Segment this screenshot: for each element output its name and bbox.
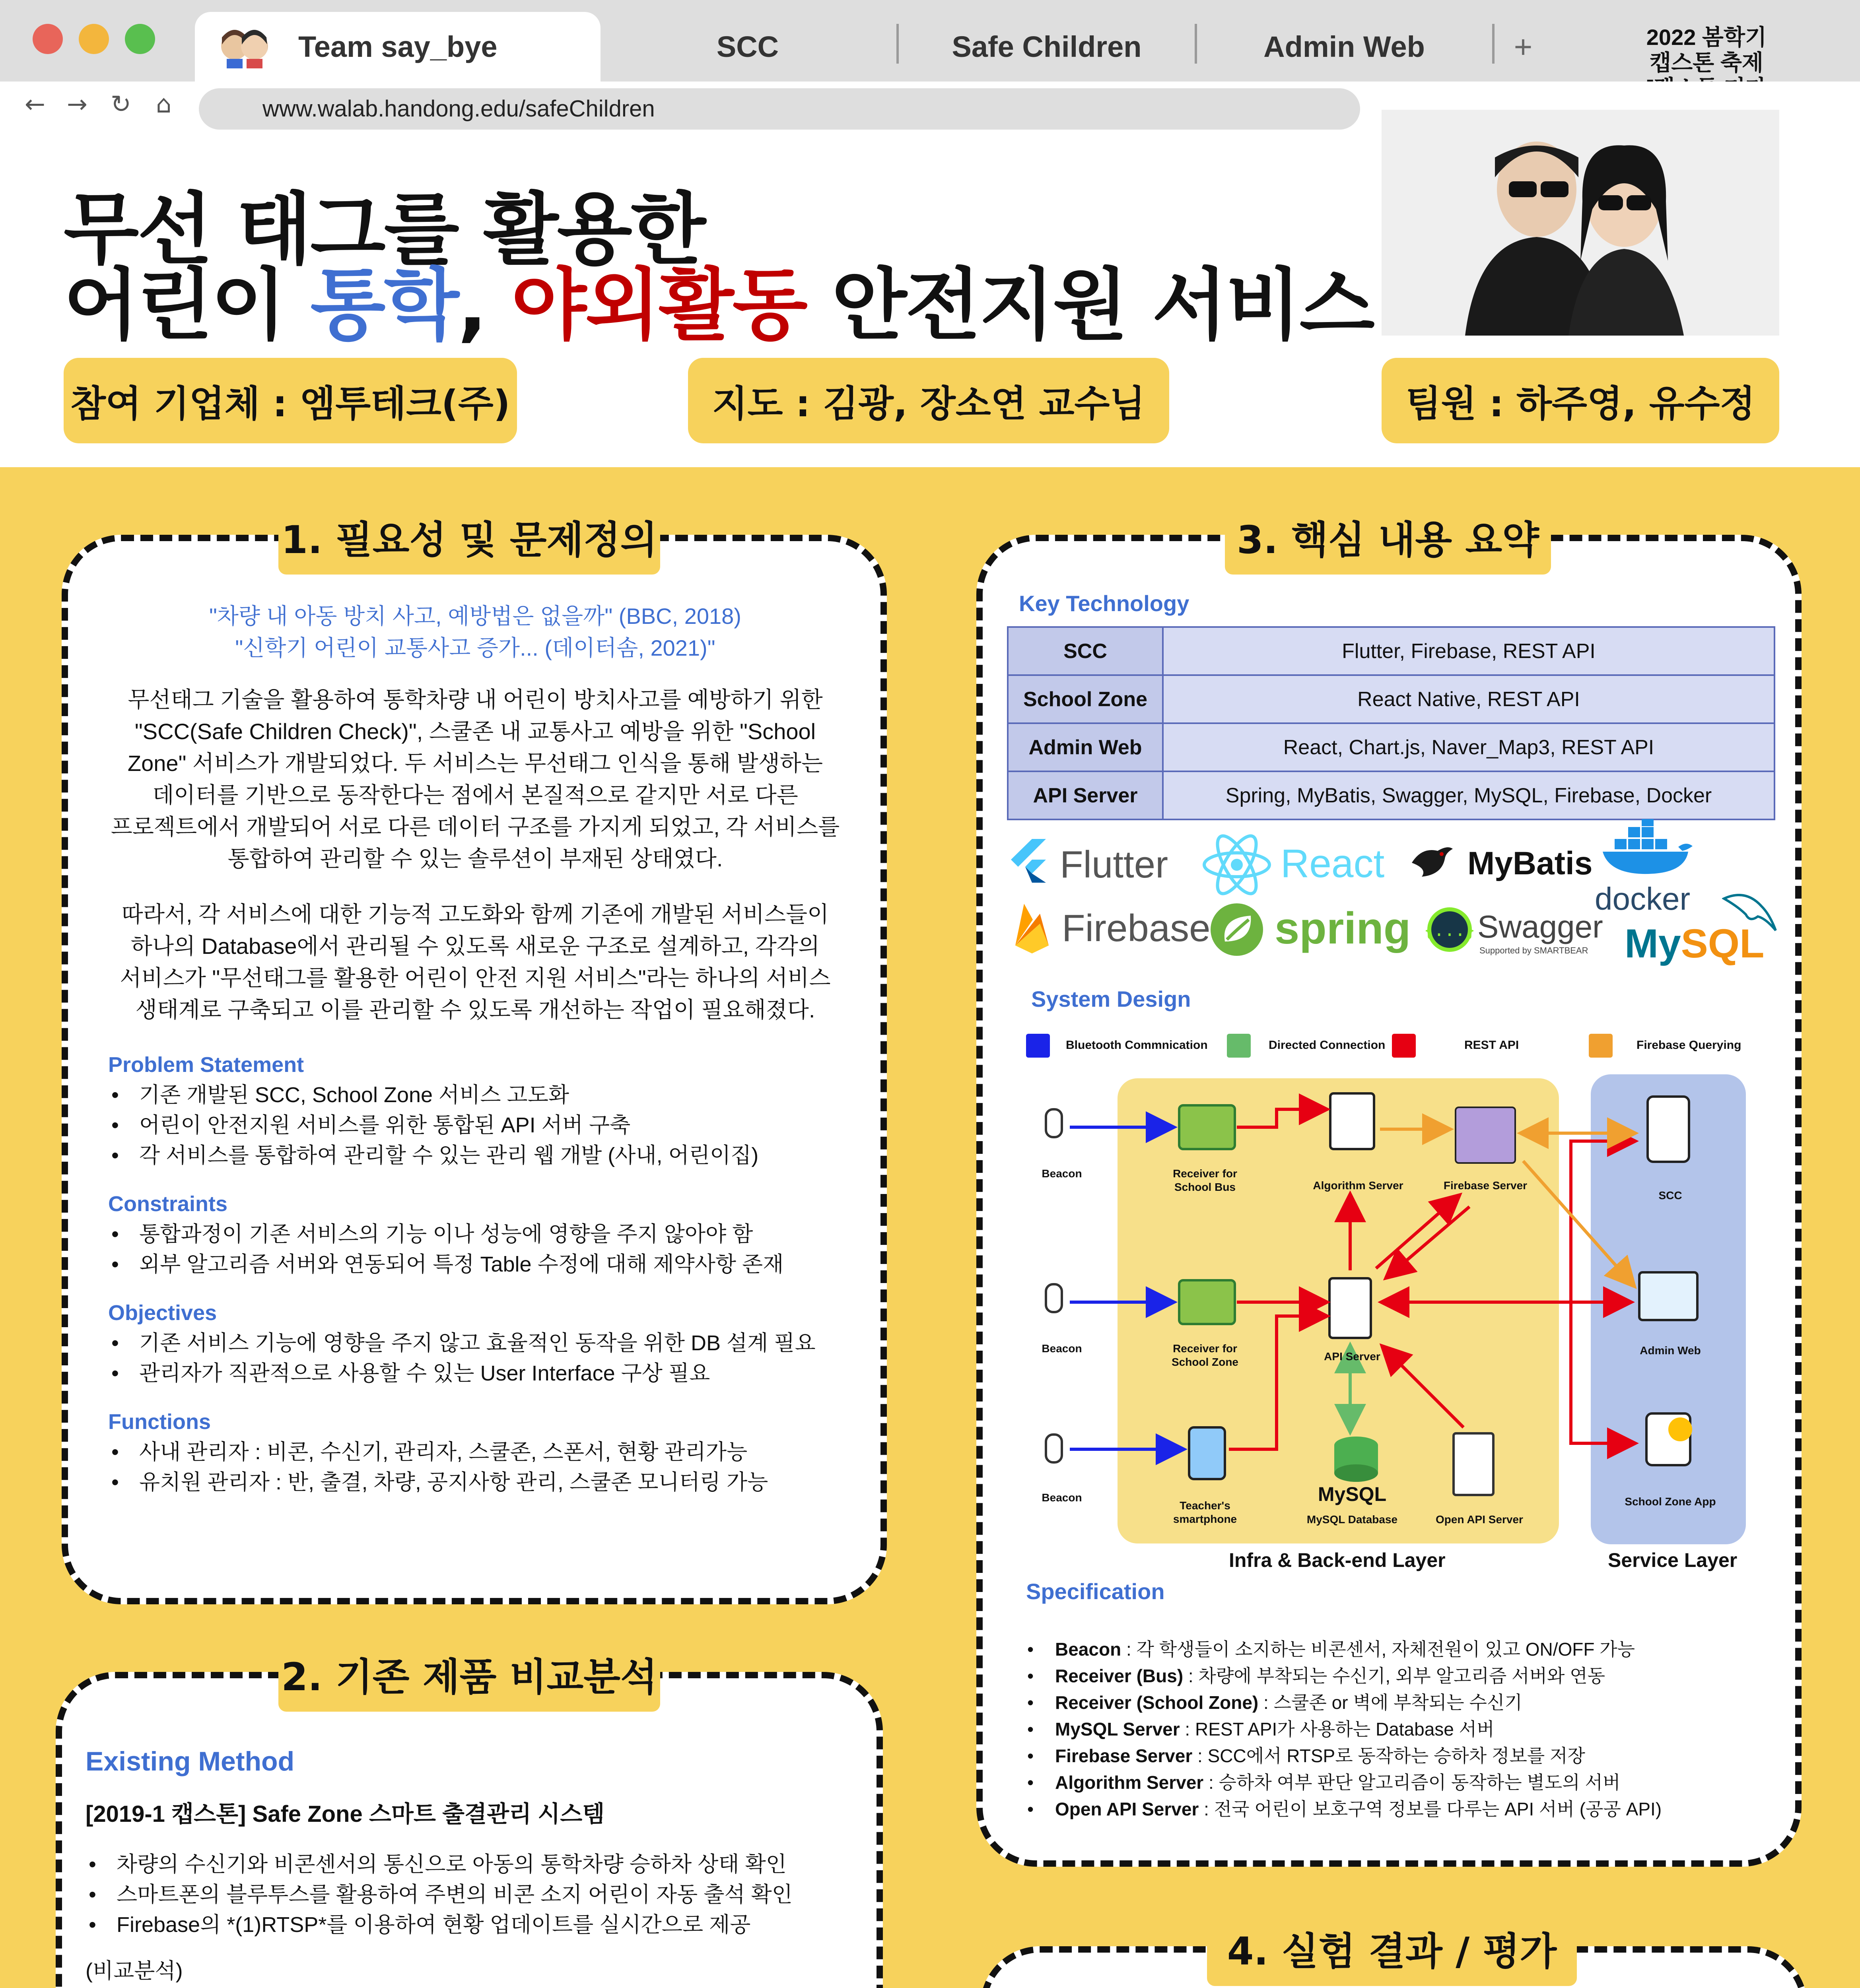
table-cell-value: React, Chart.js, Naver_Map3, REST API xyxy=(1163,723,1774,771)
table-row xyxy=(1008,675,1774,723)
svg-text:{...}: {...} xyxy=(1426,920,1473,940)
flutter-logo-icon xyxy=(1010,839,1046,884)
specification-list xyxy=(1024,1636,1780,1823)
legend-label: Firebase Querying xyxy=(1636,1039,1741,1052)
project-2019-list xyxy=(86,1849,865,1940)
tab-label: Safe Children xyxy=(952,30,1142,63)
node-label-beacon: Beacon xyxy=(1042,1342,1082,1355)
node-label-api-server: API Server xyxy=(1324,1350,1380,1363)
infra-layer-label: Infra & Back-end Layer xyxy=(1229,1549,1446,1571)
docker-whale-icon xyxy=(1599,819,1694,876)
members-pill: 팀원 : 하주영, 유수정 xyxy=(1382,358,1779,443)
title-text: , xyxy=(457,260,511,351)
table-cell-value: Spring, MyBatis, Swagger, MySQL, Firebase, Docker xyxy=(1163,771,1774,819)
list-item: • 차량의 수신기와 비콘센서의 통신으로 아동의 통학차량 승하차 상태 확인 xyxy=(86,1849,865,1879)
node-label-mysql-logo: MySQL xyxy=(1318,1483,1387,1505)
node-label-mysql-database: MySQL Database xyxy=(1306,1513,1398,1526)
minimize-window-dot[interactable] xyxy=(79,24,109,54)
reload-icon[interactable]: ↻ xyxy=(111,89,131,118)
spring-logo-text: spring xyxy=(1275,903,1411,953)
list-item: • 어린이 안전지원 서비스를 위한 통합된 API 서버 구축 xyxy=(108,1110,864,1140)
table-row xyxy=(1008,627,1774,675)
intro-paragraph-1 xyxy=(93,684,857,875)
new-tab-button[interactable] xyxy=(1499,12,1547,82)
node-label-open-api-server: Open API Server xyxy=(1436,1513,1523,1526)
list-item xyxy=(1024,1769,1780,1796)
legend-label: Bluetooth Commnication xyxy=(1066,1039,1208,1052)
title-text: 안전지원 서비스 xyxy=(806,260,1373,351)
para-line: 따라서, 각 서비스에 대한 기능적 고도화와 함께 기존에 개발된 서비스들이 xyxy=(121,902,829,927)
react-logo-icon xyxy=(1201,833,1273,898)
quote-line: "차량 내 아동 방치 사고, 예방법은 없을까" (BBC, 2018) xyxy=(209,604,741,629)
tab-admin-web[interactable] xyxy=(1197,12,1491,82)
list-item xyxy=(86,1986,865,1988)
spec-term: Receiver (Bus) xyxy=(1055,1666,1184,1686)
objectives-heading: Objectives xyxy=(108,1301,217,1325)
title-line-2 xyxy=(64,243,1373,355)
legend-swatch-directed xyxy=(1227,1034,1251,1058)
tab-label: Admin Web xyxy=(1263,30,1425,63)
spec-term: Open API Server xyxy=(1055,1799,1199,1819)
maximize-window-dot[interactable] xyxy=(125,24,155,54)
problem-statement-list xyxy=(108,1080,864,1171)
node-label-firebase-server: Firebase Server xyxy=(1443,1179,1528,1192)
tab-scc[interactable] xyxy=(620,12,875,82)
list-item xyxy=(1024,1636,1780,1663)
para-line: 프로젝트에서 개발되어 서로 다른 데이터 구조를 가지게 되었고, 각 서비스를 xyxy=(111,814,840,839)
team-avatar-icon xyxy=(219,25,270,69)
back-arrow-icon[interactable]: ← xyxy=(25,89,45,118)
tab-label: SCC xyxy=(716,30,779,63)
list-item xyxy=(1024,1663,1780,1689)
list-item: • Firebase의 *(1)RTSP*를 이용하여 현황 업데이트를 실시간으로 제공 xyxy=(86,1910,865,1940)
node-label-teacher-phone: Teacher's smartphone xyxy=(1173,1499,1237,1525)
section-4-title: 4. 실험 결과 / 평가 xyxy=(1207,1910,1577,1986)
node-label-beacon: Beacon xyxy=(1042,1167,1082,1180)
section-3-title: 3. 핵심 내용 요약 xyxy=(1225,499,1551,575)
swagger-logo-subtext: Supported by SMARTBEAR xyxy=(1479,945,1588,955)
para-line: "SCC(Safe Children Check)", 스쿨존 내 교통사고 예방을 위한 "School xyxy=(134,719,816,744)
table-cell-key: SCC xyxy=(1008,627,1163,675)
para-line: 통합하여 관리할 수 있는 솔루션이 부재된 상태였다. xyxy=(227,846,723,871)
close-window-dot[interactable] xyxy=(33,24,63,54)
table-cell-value: React Native, REST API xyxy=(1163,675,1774,723)
existing-method-block xyxy=(86,1743,865,1988)
legend-swatch-firebase xyxy=(1589,1034,1613,1058)
key-technology-table xyxy=(1007,626,1775,820)
key-technology-heading: Key Technology xyxy=(1019,591,1189,616)
constraints-heading: Constraints xyxy=(108,1192,228,1216)
node-label-admin-web: Admin Web xyxy=(1640,1344,1701,1357)
spec-desc: : 전국 어린이 보호구역 정보를 다루는 API 서버 (공공 API) xyxy=(1199,1799,1662,1819)
para-line: Zone" 서비스가 개발되었다. 두 서비스는 무선태그 인식을 통해 발생하는 xyxy=(127,751,823,776)
list-item: • 통합과정이 기존 서비스의 기능 이나 성능에 영향을 주지 않아야 함 xyxy=(108,1219,864,1249)
constraints-list xyxy=(108,1219,864,1279)
react-logo-text: React xyxy=(1281,841,1385,886)
legend-label: Directed Connection xyxy=(1269,1039,1386,1052)
flutter-logo-text: Flutter xyxy=(1060,843,1168,886)
node-label-receiver-zone: Receiver for School Zone xyxy=(1172,1342,1238,1368)
node-label-algorithm-server: Algorithm Server xyxy=(1313,1179,1403,1192)
company-pill: 참여 기업체 : 엠투테크(주) xyxy=(64,358,517,443)
url-input[interactable]: www.walab.handong.edu/safeChildren xyxy=(199,88,1360,130)
forward-arrow-icon[interactable]: → xyxy=(67,89,87,118)
system-design-diagram xyxy=(1018,1070,1798,1606)
legend-label: REST API xyxy=(1464,1039,1519,1052)
quote-line: "신학기 어린이 교통사고 증가... (데이터솜, 2021)" xyxy=(235,635,715,660)
title-line-1: 무선 태그를 활용한 xyxy=(64,184,705,275)
list-item: • 관리자가 직관적으로 사용할 수 있는 User Interface 구상 필요 xyxy=(108,1358,864,1388)
functions-heading: Functions xyxy=(108,1410,211,1434)
tab-safe-children[interactable] xyxy=(900,12,1194,82)
advisor-pill: 지도 : 김광, 장소연 교수님 xyxy=(688,358,1169,443)
specification-heading: Specification xyxy=(1026,1579,1165,1604)
semester-line: 2022 봄학기 xyxy=(1646,25,1767,50)
plus-icon: + xyxy=(1514,29,1533,64)
list-item xyxy=(1024,1796,1780,1823)
system-design-heading: System Design xyxy=(1031,986,1191,1011)
spec-term: MySQL Server xyxy=(1055,1719,1180,1740)
spec-term: Firebase Server xyxy=(1055,1745,1193,1766)
title-highlight-red: 야외활동 xyxy=(511,260,806,351)
para-line: 무선태그 기술을 활용하여 통학차량 내 어린이 방치사고를 예방하기 위한 xyxy=(128,687,823,712)
swagger-icon xyxy=(1426,906,1473,955)
list-item: • 기존 개발된 SCC, School Zone 서비스 고도화 xyxy=(108,1080,864,1110)
node-label-receiver-bus: Receiver for School Bus xyxy=(1173,1167,1237,1193)
problem-statement-heading: Problem Statement xyxy=(108,1053,304,1077)
para-line: 데이터를 기반으로 동작한다는 점에서 본질적으로 같지만 서로 다른 xyxy=(152,782,798,808)
spec-desc: : REST API가 사용하는 Database 서버 xyxy=(1180,1719,1495,1740)
table-cell-key: School Zone xyxy=(1008,675,1163,723)
service-layer-label: Service Layer xyxy=(1608,1549,1738,1571)
list-item: • 각 서비스를 통합하여 관리할 수 있는 관리 웹 개발 (사내, 어린이집) xyxy=(108,1140,864,1171)
project-2019-heading: [2019-1 캡스톤] Safe Zone 스마트 출결관리 시스템 xyxy=(86,1801,605,1827)
spring-leaf-icon xyxy=(1209,902,1265,959)
tab-label: Team say_bye xyxy=(298,30,498,63)
title-text: 어린이 xyxy=(64,260,311,351)
existing-method-heading: Existing Method xyxy=(86,1746,295,1776)
spec-term: Receiver (School Zone) xyxy=(1055,1692,1259,1713)
spec-desc: : 승하차 여부 판단 알고리즘이 동작하는 별도의 서버 xyxy=(1203,1772,1621,1793)
spec-desc: : 각 학생들이 소지하는 비콘센서, 자체전원이 있고 ON/OFF 가능 xyxy=(1121,1639,1635,1660)
browser-chrome xyxy=(0,0,1860,82)
mybatis-logo-text: MyBatis xyxy=(1467,845,1593,881)
objectives-list xyxy=(108,1328,864,1388)
list-item: • 외부 알고리즘 서버와 연동되어 특정 Table 수정에 대해 제약사항 존재 xyxy=(108,1249,864,1279)
firebase-flame-icon xyxy=(1012,902,1052,957)
node-label-beacon: Beacon xyxy=(1042,1491,1082,1504)
para-line: 생태계로 구축되고 이를 관리할 수 있도록 개선하는 작업이 필요해졌다. xyxy=(135,997,815,1022)
project-2019-analysis-list xyxy=(86,1986,865,1988)
functions-list xyxy=(108,1437,864,1497)
mysql-dolphin-icon xyxy=(1722,891,1778,936)
tab-divider xyxy=(896,24,899,64)
tab-divider xyxy=(1492,24,1495,64)
table-row xyxy=(1008,771,1774,819)
firebase-logo-text: Firebase xyxy=(1062,907,1211,949)
table-cell-key: Admin Web xyxy=(1008,723,1163,771)
list-item xyxy=(1024,1716,1780,1743)
tab-team-say-bye[interactable] xyxy=(195,12,601,82)
title-highlight-blue: 통학 xyxy=(310,260,458,351)
list-item: • 스마트폰의 블루투스를 활용하여 주변의 비콘 소지 어린이 자동 출석 확인 xyxy=(86,1879,865,1910)
para-line: 서비스가 "무선태그를 활용한 어린이 안전 지원 서비스"라는 하나의 서비스 xyxy=(120,965,831,990)
spec-term: Algorithm Server xyxy=(1055,1772,1204,1793)
list-item: • 유치원 관리자 : 반, 출결, 차량, 공지사항 관리, 스쿨존 모니터링 가능 xyxy=(108,1467,864,1497)
list-item: • 사내 관리자 : 비콘, 수신기, 관리자, 스쿨존, 스폰서, 현황 관리가능 xyxy=(108,1437,864,1467)
node-label-school-zone-app: School Zone App xyxy=(1625,1495,1716,1508)
home-icon[interactable]: ⌂ xyxy=(156,89,172,118)
spec-desc: : 스쿨존 or 벽에 부착되는 수신기 xyxy=(1258,1692,1522,1713)
swagger-logo-text: Swagger xyxy=(1477,909,1603,944)
spec-desc: : SCC에서 RTSP로 동작하는 승하차 정보를 저장 xyxy=(1192,1745,1585,1766)
legend-swatch-bluetooth xyxy=(1026,1034,1050,1058)
table-cell-key: API Server xyxy=(1008,771,1163,819)
table-row xyxy=(1008,723,1774,771)
semester-line: 캡스톤 축제 xyxy=(1649,50,1764,75)
list-item xyxy=(1024,1743,1780,1769)
section-2-title: 2. 기존 제품 비교분석 xyxy=(278,1636,660,1712)
analysis-label: (비교분석) xyxy=(86,1959,183,1983)
list-item xyxy=(1024,1689,1780,1716)
para-line: 하나의 Database에서 관리될 수 있도록 새로운 구조로 설계하고, 각각의 xyxy=(130,934,820,959)
mybatis-bird-icon xyxy=(1410,843,1454,880)
team-photo xyxy=(1382,110,1779,336)
spec-desc: : 차량에 부착되는 수신기, 외부 알고리즘 서버와 연동 xyxy=(1183,1666,1605,1686)
legend-swatch-rest-api xyxy=(1392,1034,1416,1058)
section-1-title: 1. 필요성 및 문제정의 xyxy=(278,499,660,575)
problem-lists xyxy=(108,1050,864,1497)
intro-paragraph-2 xyxy=(93,899,857,1026)
quote-block xyxy=(93,600,857,664)
spec-term: Beacon xyxy=(1055,1639,1121,1660)
mysql-logo-text: MySQL xyxy=(1625,921,1765,966)
list-item: • 기존 서비스 기능에 영향을 주지 않고 효율적인 동작을 위한 DB 설계 필요 xyxy=(108,1328,864,1358)
node-label-scc: SCC xyxy=(1658,1189,1682,1202)
table-cell-value: Flutter, Firebase, REST API xyxy=(1163,627,1774,675)
docker-logo-text: docker xyxy=(1595,881,1691,916)
